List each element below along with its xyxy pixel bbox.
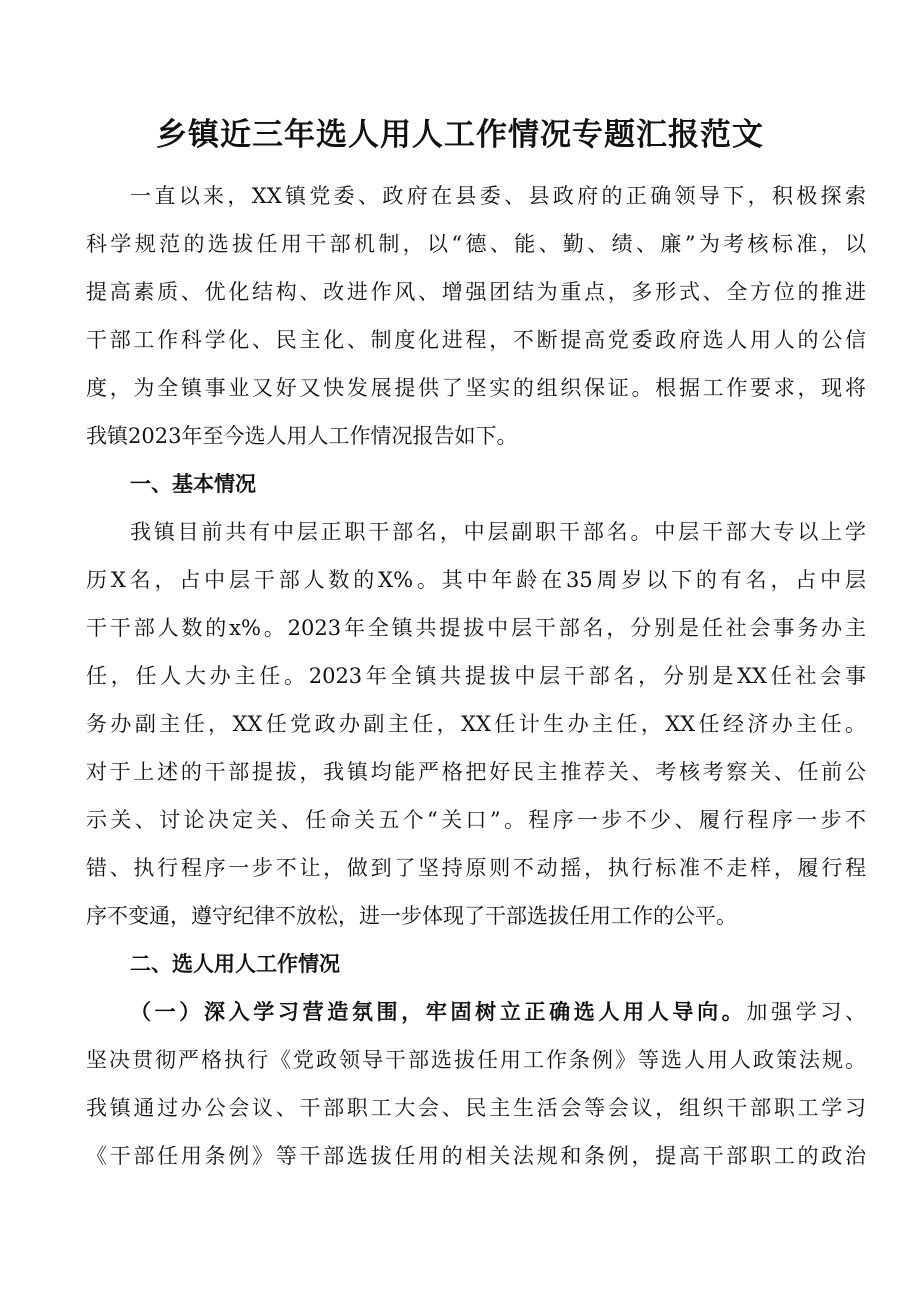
section-2-line-2: 我镇通过办公会议、干部职工大会、民主生活会等会议，组织干部职工学习 bbox=[86, 1096, 866, 1120]
intro-line-1: 一直以来，XX镇党委、政府在县委、县政府的正确领导下，积极探索 bbox=[130, 184, 866, 208]
section-1-line-2: 历X名，占中层干部人数的X%。其中年龄在35周岁以下的有名，占中层 bbox=[86, 568, 866, 592]
section-1-line-4: 任，任人大办主任。2023年全镇共提拔中层干部名，分别是XX任社会事 bbox=[86, 664, 866, 688]
intro-line-6: 我镇2023年至今选人用人工作情况报告如下。 bbox=[86, 424, 518, 448]
intro-line-2: 科学规范的选拔任用干部机制，以“德、能、勤、绩、廉”为考核标准，以 bbox=[86, 232, 866, 256]
section-2-subheading: （一）深入学习营造氛围，牢固树立正确选人用人导向。 bbox=[130, 999, 747, 1024]
section-1-line-7: 示关、讨论决定关、任命关五个“关口”。程序一步不少、履行程序一步不 bbox=[86, 808, 866, 832]
section-2-subheading-line bbox=[130, 997, 866, 1027]
section-1-line-8: 错、执行程序一步不让，做到了坚持原则不动摇，执行标准不走样，履行程 bbox=[86, 856, 866, 880]
document-title: 乡镇近三年选人用人工作情况专题汇报范文 bbox=[156, 117, 764, 153]
section-2-line-1: 坚决贯彻严格执行《党政领导干部选拔任用工作条例》等选人用人政策法规。 bbox=[86, 1048, 866, 1072]
section-1-heading: 一、基本情况 bbox=[130, 471, 256, 496]
intro-line-5: 度，为全镇事业又好又快发展提供了坚实的组织保证。根据工作要求，现将 bbox=[86, 376, 866, 400]
intro-line-3: 提高素质、优化结构、改进作风、增强团结为重点，多形式、全方位的推进 bbox=[86, 280, 866, 304]
section-1-line-3: 干干部人数的x%。2023年全镇共提拔中层干部名，分别是任社会事务办主 bbox=[86, 616, 866, 640]
section-1-line-1: 我镇目前共有中层正职干部名，中层副职干部名。中层干部大专以上学 bbox=[130, 520, 866, 544]
section-1-line-9: 序不变通，遵守纪律不放松，进一步体现了干部选拔任用工作的公平。 bbox=[86, 904, 737, 928]
section-2-subheading-rest: 加强学习、 bbox=[746, 1000, 867, 1024]
intro-line-4: 干部工作科学化、民主化、制度化进程，不断提高党委政府选人用人的公信 bbox=[86, 328, 866, 352]
section-1-line-6: 对于上述的干部提拔，我镇均能严格把好民主推荐关、考核考察关、任前公 bbox=[86, 760, 866, 784]
section-1-line-5: 务办副主任，XX任党政办副主任，XX任计生办主任，XX任经济办主任。 bbox=[86, 712, 866, 736]
section-2-line-3: 《干部任用条例》等干部选拔任用的相关法规和条例，提高干部职工的政治 bbox=[86, 1144, 866, 1168]
section-2-heading: 二、选人用人工作情况 bbox=[130, 951, 340, 976]
